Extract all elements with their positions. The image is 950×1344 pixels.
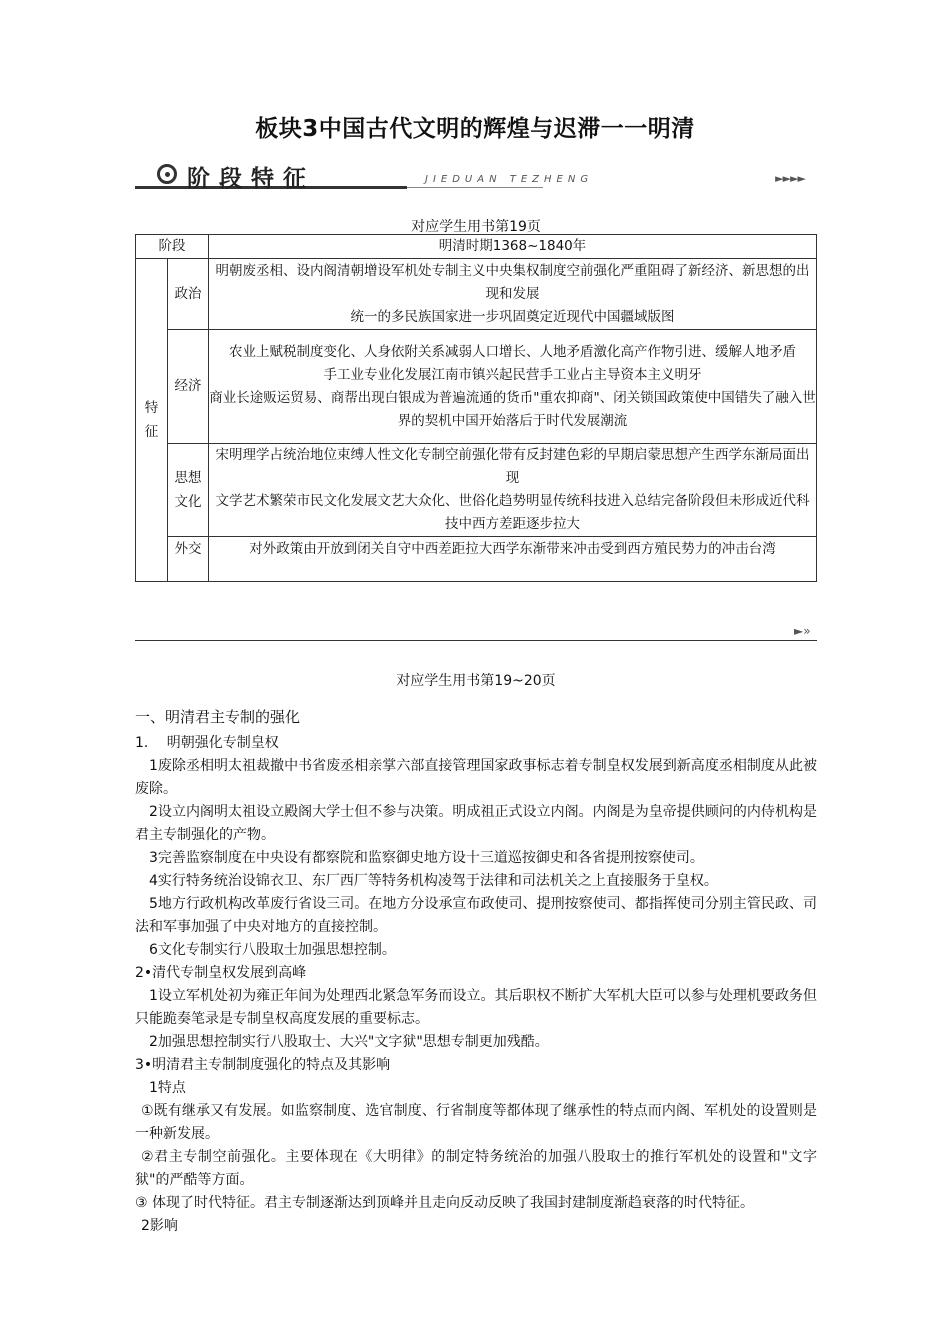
- content-line: 明朝废丞相、设内阁清朝增设军机处专制主义中央集权制度空前强化严重阻碍了新经济、新思想的出现和发展: [215, 262, 810, 302]
- arrows-icon: ►►►►: [775, 172, 805, 185]
- banner-subtitle: JIEDUAN TEZHENG: [425, 174, 594, 185]
- content-body: [135, 706, 817, 1238]
- category-politics: 政治: [174, 285, 202, 302]
- category-cell: [168, 444, 209, 537]
- content-cell: [209, 330, 817, 444]
- content-cell: [209, 259, 817, 330]
- sub-heading: 2影响: [141, 1218, 178, 1234]
- paragraph: 2加强思想控制实行八股取士、大兴"文字狱"思想专制更加残酷。: [149, 1034, 549, 1050]
- category-thought-culture: 思想文化: [174, 470, 202, 510]
- section-heading: 一、明清君主专制的强化: [135, 708, 301, 726]
- category-economy: 经济: [174, 378, 202, 394]
- content-cell: [209, 537, 817, 582]
- paragraph: 1设立军机处初为雍正年间为处理西北紧急军务而设立。其后职权不断扩大军机大臣可以参与处理机要政务但只能跪奏笔录是专制皇权高度发展的重要标志。: [135, 988, 817, 1027]
- content-line: 商业长途贩运贸易、商帮出现白银成为普遍流通的货币"重农抑商"、闭关锁国政策使中国错失了融入世界的契机中国开始落后于时代发展潮流: [209, 389, 816, 429]
- content-line: 农业上赋税制度变化、人身依附关系减弱人口增长、人地矛盾激化高产作物引进、缓解人地矛盾: [229, 343, 796, 360]
- category-cell: [168, 330, 209, 444]
- subsection-title: 1. 明朝强化专制皇权: [135, 735, 279, 751]
- stage-label: 阶段: [136, 235, 209, 259]
- paragraph: ②君主专制空前强化。主要体现在《大明律》的制定特务统治的加强八股取士的推行军机处的设置和"文字狱"的严酷等方面。: [135, 1149, 817, 1188]
- paragraph: 2设立内阁明太祖设立殿阁大学士但不参与决策。明成祖正式设立内阁。内阁是为皇帝提供顾问的内侍机构是君主专制强化的产物。: [135, 804, 817, 843]
- paragraph: 1废除丞相明太祖裁撤中书省废丞相亲掌六部直接管理国家政事标志着专制皇权发展到新高度丞相制度从此被废除。: [135, 758, 817, 797]
- paragraph: 6文化专制实行八股取士加强思想控制。: [149, 942, 396, 958]
- table-row: [136, 235, 817, 259]
- target-icon: [157, 164, 177, 184]
- content-line: 文学艺术繁荣市民文化发展文艺大众化、世俗化趋势明显传统科技进入总结完备阶段但未形成近代科技中西方差距逐步拉大: [215, 493, 810, 532]
- subsection-title: 2•清代专制皇权发展到高峰: [135, 965, 307, 981]
- paragraph: 5地方行政机构改革废行省设三司。在地方分设承宣布政使司、提刑按察使司、都指挥使司分别主管民政、司法和军事加强了中央对地方的直接控制。: [135, 896, 817, 935]
- content-line: 对外政策由开放到闭关自守中西差距拉大西学东渐带来冲击受到西方殖民势力的冲击台湾: [249, 541, 776, 557]
- section-caption: 对应学生用书第19~20页: [396, 673, 556, 689]
- category-cell: [168, 537, 209, 582]
- banner-rule-thin: [407, 187, 543, 188]
- section-divider: [135, 640, 817, 641]
- content-line: 统一的多民族国家进一步巩固奠定近现代中国疆域版图: [350, 308, 675, 325]
- category-diplomacy: 外交: [174, 541, 202, 557]
- table-row: [136, 537, 817, 582]
- banner-heading: 阶段特征: [187, 166, 315, 192]
- content-cell: [209, 444, 817, 537]
- table-row: [136, 330, 817, 444]
- content-line: 宋明理学占统治地位束缚人性文化专制空前强化带有反封建色彩的早期启蒙思想产生西学东渐局面出现: [215, 447, 810, 486]
- table-row: [136, 259, 817, 330]
- sub-heading: 1特点: [149, 1080, 186, 1096]
- stage-features-table: [135, 234, 817, 582]
- stage-value: 明清时期1368~1840年: [209, 235, 817, 259]
- content-line: 手工业专业化发展江南市镇兴起民营手工业占主导资本主义明牙: [323, 366, 702, 383]
- paragraph: ①既有继承又有发展。如监察制度、选官制度、行省制度等都体现了继承性的特点而内阁、军机处的设置则是一种新发展。: [135, 1103, 817, 1142]
- section-banner: [135, 160, 817, 192]
- table-caption: 对应学生用书第19页: [411, 219, 541, 235]
- paragraph: 4实行特务统治设锦衣卫、东厂西厂等特务机构凌驾于法律和司法机关之上直接服务于皇权。: [149, 873, 718, 889]
- paragraph: ③ 体现了时代特征。君主专制逐渐达到顶峰并且走向反动反映了我国封建制度渐趋衰落的时代特征。: [135, 1195, 754, 1211]
- category-cell: [168, 259, 209, 330]
- paragraph: 3完善监察制度在中央设有都察院和监察御史地方设十三道巡按御史和各省提刑按察使司。: [149, 850, 704, 866]
- table-row: [136, 444, 817, 537]
- subsection-title: 3•明清君主专制制度强化的特点及其影响: [135, 1057, 391, 1073]
- arrow-icon: ►»: [794, 624, 811, 638]
- page-title: 板块3中国古代文明的辉煌与迟滞一一明清: [255, 116, 695, 142]
- feature-label: 特征: [144, 400, 159, 440]
- feature-label-cell: [136, 259, 168, 582]
